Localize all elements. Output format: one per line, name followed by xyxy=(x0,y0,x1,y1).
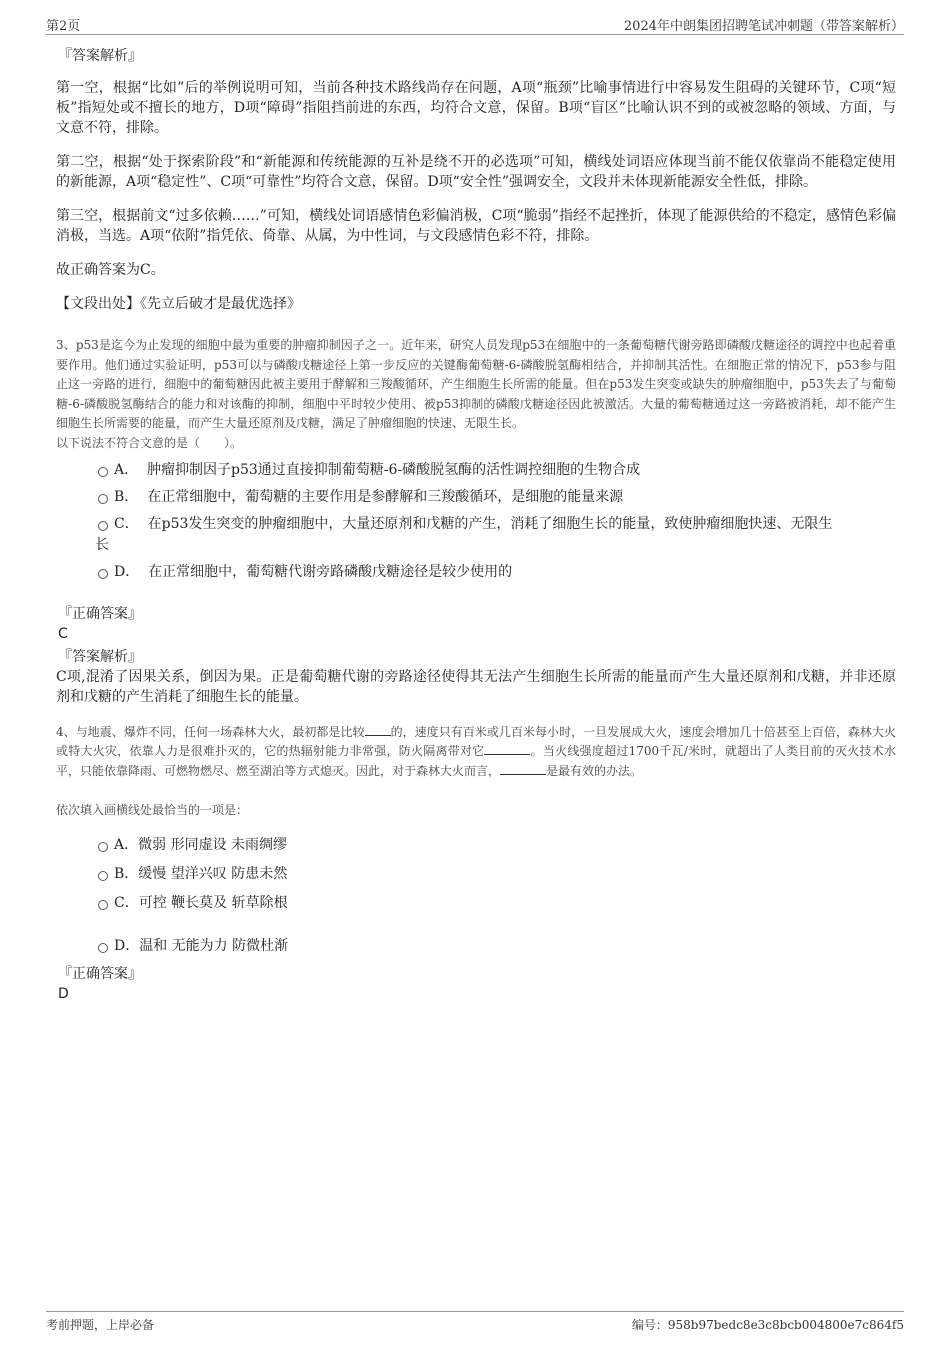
page-number: 第2页 xyxy=(46,19,81,34)
q2-analysis-paragraph-2: 第二空，根据“处于探索阶段”和“新能源和传统能源的互补是绕不开的必选项”可知，横线处词语应体现当前不能仅依靠尚不能稳定使用的新能源，A项“稳定性”、C项“可靠性”均符合文意，保留。D项“安全性”强调安全，文段并未体现新能源安全性低，排除。 xyxy=(56,154,896,190)
q3-option-b[interactable] xyxy=(56,487,896,508)
option-letter: B． xyxy=(114,866,139,882)
option-text: 温和 无能为力 防微杜渐 xyxy=(139,938,289,954)
blank-line xyxy=(484,742,530,755)
radio-button-icon[interactable] xyxy=(98,943,108,953)
q4-option-d[interactable] xyxy=(56,936,896,957)
option-text: 缓慢 望洋兴叹 防患未然 xyxy=(138,866,288,882)
q2-conclusion: 故正确答案为C。 xyxy=(56,262,165,278)
q4-option-a[interactable] xyxy=(56,835,896,856)
q2-analysis-paragraph-1: 第一空，根据“比如”后的举例说明可知，当前各种技术路线尚存在问题，A项“瓶颈”比喻事情进行中容易发生阻碍的关键环节，C项“短板”指短处或不擅长的地方，D项“障碍”指阻挡前进的东西，均符合文意，保留。B项“盲区”比喻认识不到的或被忽略的领域、方面，与文意不符，排除。 xyxy=(56,80,896,136)
page-footer xyxy=(46,1311,904,1332)
q4-option-c[interactable] xyxy=(56,893,896,914)
page-header xyxy=(46,14,904,35)
q3-answer-value: C xyxy=(58,625,68,642)
option-text: 在正常细胞中，葡萄糖代谢旁路磷酸戊糖途径是较少使用的 xyxy=(148,563,513,580)
q3-options xyxy=(56,460,896,583)
radio-button-icon[interactable] xyxy=(98,900,108,910)
page-content xyxy=(56,46,896,1008)
q4-text-part: 是最有效的办法。 xyxy=(546,763,643,778)
blank-line xyxy=(365,723,391,736)
q4-question-ask: 依次填入画横线处最恰当的一项是： xyxy=(56,803,249,817)
q3-analysis-title: 『答案解析』 xyxy=(58,648,142,665)
option-letter: D． xyxy=(114,563,140,580)
option-text: 肿瘤抑制因子p53通过直接抑制葡萄糖-6-磷酸脱氢酶的活性调控细胞的生物合成 xyxy=(147,461,641,478)
option-text: 在正常细胞中，葡萄糖的主要作用是参酵解和三羧酸循环，是细胞的能量来源 xyxy=(147,488,624,505)
radio-button-icon[interactable] xyxy=(98,467,108,477)
q3-option-a[interactable] xyxy=(56,460,896,481)
radio-button-icon[interactable] xyxy=(98,494,108,504)
footer-slogan: 考前押题，上岸必备 xyxy=(46,1318,155,1332)
q3-option-c[interactable] xyxy=(56,514,896,556)
q3-analysis-text: C项,混淆了因果关系，倒因为果。正是葡萄糖代谢的旁路途径使得其无法产生细胞生长所需的能量而产生大量还原剂和戊糖，并非还原剂和戊糖的产生消耗了细胞生长的能量。 xyxy=(56,668,896,705)
q3-question-text: 3、p53是迄今为止发现的细胞中最为重要的肿瘤抑制因子之一。近年来，研究人员发现p53在细胞中的一条葡萄糖代谢旁路即磷酸戊糖途径的调控中也起着重要作用。他们通过实验证明，p53可以与磷酸戊糖途径上第一步反应的关键酶葡萄糖-6-磷酸脱氢酶相结合，并抑制其活性。在细胞正常的情况下，p53参与阻止这一旁路的进行，细胞中的葡萄糖因此被主要用于酵解和三羧酸循环，产生细胞生长所需的能量。但在p53发生突变或缺失的肿瘤细胞中，p53失去了与葡萄糖-6-磷酸脱氢酶结合的能力和对该酶的抑制，细胞中平时较少使用、被p53抑制的磷酸戊糖途径因此被激活。大量的葡萄糖通过这一旁路被消耗，却不能产生细胞生长所需要的能量，而产生大量还原剂及戊糖，满足了肿瘤细胞的快速、无限生长。 xyxy=(56,338,896,430)
option-letter: C． xyxy=(114,515,139,532)
radio-button-icon[interactable] xyxy=(98,842,108,852)
document-code: 编号：958b97bedc8e3c8bcb004800e7c864f5 xyxy=(631,1318,904,1332)
option-letter: A． xyxy=(114,837,139,853)
q2-analysis-title: 『答案解析』 xyxy=(58,48,142,64)
q4-answer-value: D xyxy=(58,986,69,1002)
option-letter: B． xyxy=(114,488,139,505)
q3-question-ask: 以下说法不符合文意的是（ ）。 xyxy=(56,435,243,450)
option-letter: A． xyxy=(114,461,139,478)
option-text: 微弱 形同虚设 未雨绸缪 xyxy=(138,837,288,853)
option-text: 可控 鞭长莫及 斩草除根 xyxy=(138,895,288,911)
q4-text-part: 的，速度只有百米或几百米每小时，一旦发展成大火，速度会增加几十倍甚至上百倍，森林大火或特大火灾，依靠人力是很难扑灭的，它的热辐射能力非常强，防火隔离带对它 xyxy=(56,724,896,758)
option-letter: D． xyxy=(114,938,140,954)
q4-question-text xyxy=(56,723,896,782)
option-letter: C． xyxy=(114,895,139,911)
q3-answer-title: 『正确答案』 xyxy=(58,605,142,622)
blank-line xyxy=(500,762,546,775)
q4-text-part: 。当火线强度超过1700千瓦/米时，就超出了人类目前的灭火技术水平，只能依靠降雨、可燃物燃尽、燃至湖泊等方式熄灭。因此，对于森林大火而言， xyxy=(56,744,896,778)
option-text: 在p53发生突变的肿瘤细胞中，大量还原剂和戊糖的产生，消耗了细胞生长的能量，致使肿瘤细胞快速、无限生 xyxy=(147,515,833,532)
document-title: 2024年中朗集团招聘笔试冲刺题（带答案解析） xyxy=(623,19,904,34)
q4-option-b[interactable] xyxy=(56,864,896,885)
radio-button-icon[interactable] xyxy=(98,569,108,579)
radio-button-icon[interactable] xyxy=(98,521,108,531)
q3-option-d[interactable] xyxy=(56,562,896,583)
option-text-continued: 长 xyxy=(95,536,109,553)
q2-source: 【文段出处】《先立后破才是最优选择》 xyxy=(56,296,301,312)
q2-analysis-paragraph-3: 第三空，根据前文“过多依赖……”可知，横线处词语感情色彩偏消极，C项“脆弱”指经不起挫折，体现了能源供给的不稳定，感情色彩偏消极，当选。A项“依附”指凭依、倚靠、从属，为中性词，与文段感情色彩不符，排除。 xyxy=(56,208,896,244)
q4-text-part: 4、与地震、爆炸不同，任何一场森林大火，最初都是比较 xyxy=(56,724,365,739)
q4-options xyxy=(56,835,896,957)
radio-button-icon[interactable] xyxy=(98,871,108,881)
q4-answer-title: 『正确答案』 xyxy=(58,966,142,982)
